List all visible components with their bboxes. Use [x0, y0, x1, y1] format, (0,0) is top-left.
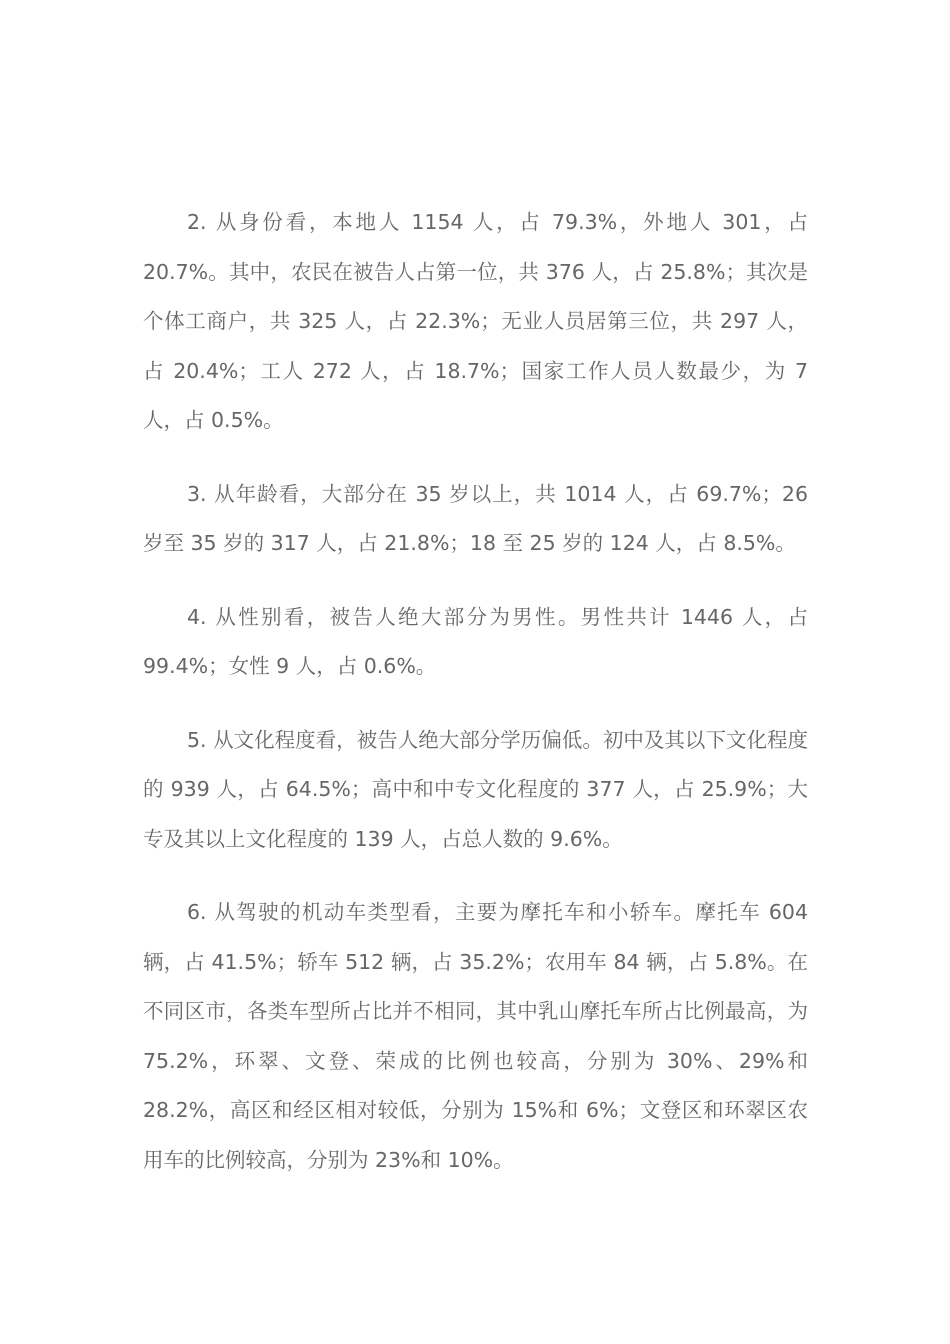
paragraph-identity: 2. 从身份看，本地人 1154 人，占 79.3%，外地人 301，占 20.7%。其中，农民在被告人占第一位，共 376 人，占 25.8%；其次是个体工商户，共 325 人，占 22.3%；无业人员居第三位，共 297 人，占 20.4%；工人 272 人，占 18.7%；国家工作人员人数最少，为 7 人，占 0.5%。	[143, 210, 808, 432]
paragraph-education: 5. 从文化程度看，被告人绝大部分学历偏低。初中及其以下文化程度的 939 人，占 64.5%；高中和中专文化程度的 377 人，占 25.9%；大专及其以上文化程度的 139 人，占总人数的 9.6%。	[143, 727, 808, 851]
paragraph-gender: 4. 从性别看，被告人绝大部分为男性。男性共计 1446 人，占 99.4%；女性 9 人，占 0.6%。	[143, 604, 808, 678]
paragraph-vehicle-type: 6. 从驾驶的机动车类型看，主要为摩托车和小轿车。摩托车 604 辆，占 41.5%；轿车 512 辆，占 35.2%；农用车 84 辆，占 5.8%。在不同区市，各类车型所占比并不相同，其中乳山摩托车所占比例最高，为 75.2%，环翠、文登、荣成的比例也较高，分别为 30%、29%和 28.2%，高区和经区相对较低，分别为 15%和 6%；文登区和环翠区农用车的比例较高，分别为 23%和 10%。	[143, 900, 808, 1172]
paragraph-age: 3. 从年龄看，大部分在 35 岁以上，共 1014 人，占 69.7%；26 岁至 35 岁的 317 人，占 21.8%；18 至 25 岁的 124 人，占 8.5%。	[143, 481, 808, 555]
document-body	[143, 198, 808, 1185]
